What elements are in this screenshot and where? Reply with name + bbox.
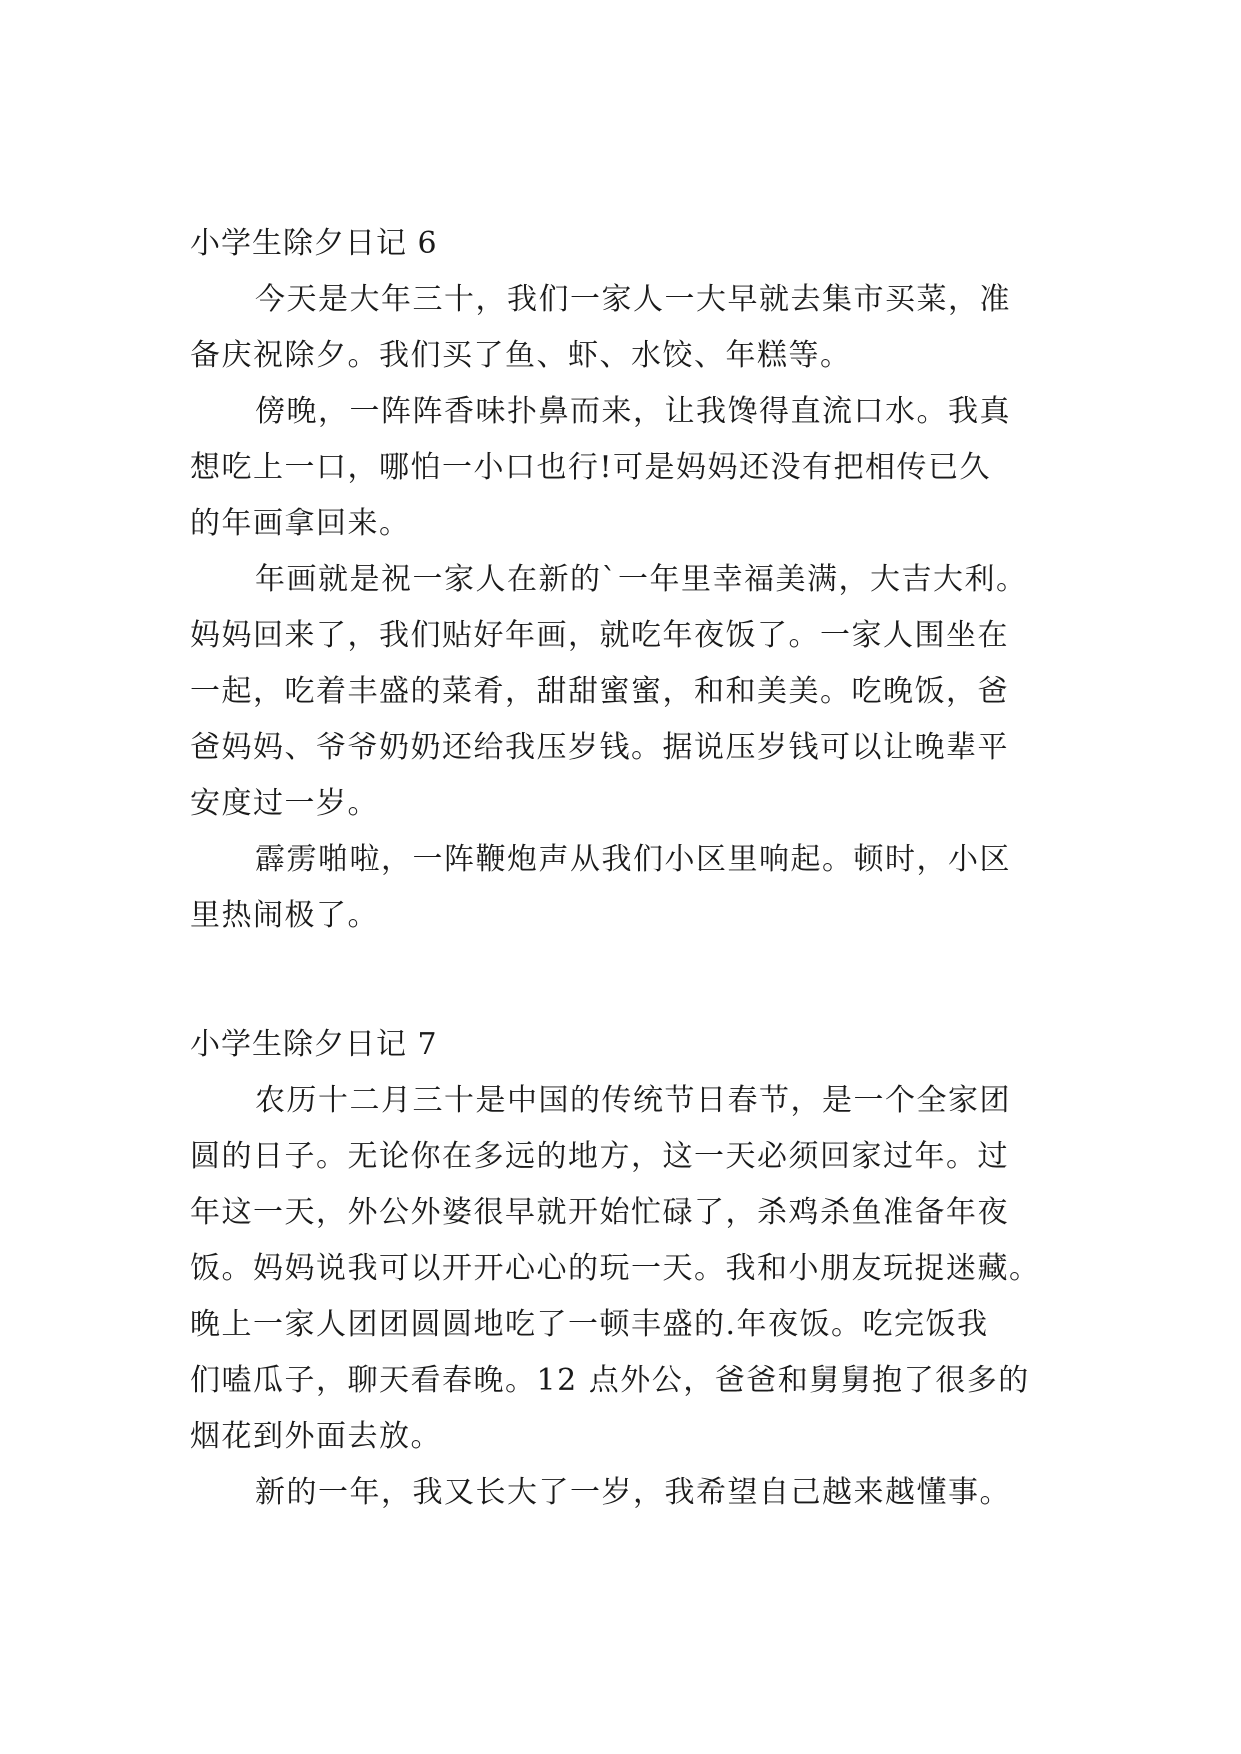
diary-7-title: 小学生除夕日记 7 — [190, 1027, 438, 1062]
diary-6-paragraph-line: 年画就是祝一家人在新的`一年里幸福美满，大吉大利。 — [255, 562, 1028, 597]
diary-7-paragraph-line: 饭。妈妈说我可以开开心心的玩一天。我和小朋友玩捉迷藏。 — [190, 1251, 1041, 1286]
diary-7-paragraph-line: 们嗑瓜子，聊天看春晚。12 点外公，爸爸和舅舅抱了很多的 — [190, 1363, 1030, 1398]
diary-6-paragraph-line: 今天是大年三十，我们一家人一大早就去集市买菜，准 — [255, 282, 1011, 317]
diary-6-paragraph-line: 想吃上一口，哪怕一小口也行!可是妈妈还没有把相传已久 — [190, 450, 992, 485]
diary-6-paragraph-line: 里热闹极了。 — [190, 898, 379, 933]
diary-6-title: 小学生除夕日记 6 — [190, 226, 438, 261]
diary-7-paragraph-line: 新的一年，我又长大了一岁，我希望自己越来越懂事。 — [255, 1475, 1011, 1510]
diary-6-paragraph-line: 爸妈妈、爷爷奶奶还给我压岁钱。据说压岁钱可以让晚辈平 — [190, 730, 1009, 765]
diary-7-paragraph-line: 晚上一家人团团圆圆地吃了一顿丰盛的.年夜饭。吃完饭我 — [190, 1307, 989, 1342]
diary-6-paragraph-line: 安度过一岁。 — [190, 786, 379, 821]
diary-7-paragraph-line: 年这一天，外公外婆很早就开始忙碌了，杀鸡杀鱼准备年夜 — [190, 1195, 1009, 1230]
diary-7-paragraph-line: 农历十二月三十是中国的传统节日春节，是一个全家团 — [255, 1083, 1011, 1118]
diary-6-paragraph-line: 霹雳啪啦，一阵鞭炮声从我们小区里响起。顿时，小区 — [255, 842, 1011, 877]
diary-6-paragraph-line: 一起，吃着丰盛的菜肴，甜甜蜜蜜，和和美美。吃晚饭，爸 — [190, 674, 1009, 709]
diary-7-paragraph-line: 圆的日子。无论你在多远的地方，这一天必须回家过年。过 — [190, 1139, 1009, 1174]
diary-7-paragraph-line: 烟花到外面去放。 — [190, 1419, 442, 1454]
diary-6-paragraph-line: 傍晚，一阵阵香味扑鼻而来，让我馋得直流口水。我真 — [255, 394, 1011, 429]
diary-6-paragraph-line: 备庆祝除夕。我们买了鱼、虾、水饺、年糕等。 — [190, 338, 852, 373]
diary-6-paragraph-line: 妈妈回来了，我们贴好年画，就吃年夜饭了。一家人围坐在 — [190, 618, 1009, 653]
diary-6-paragraph-line: 的年画拿回来。 — [190, 506, 411, 541]
